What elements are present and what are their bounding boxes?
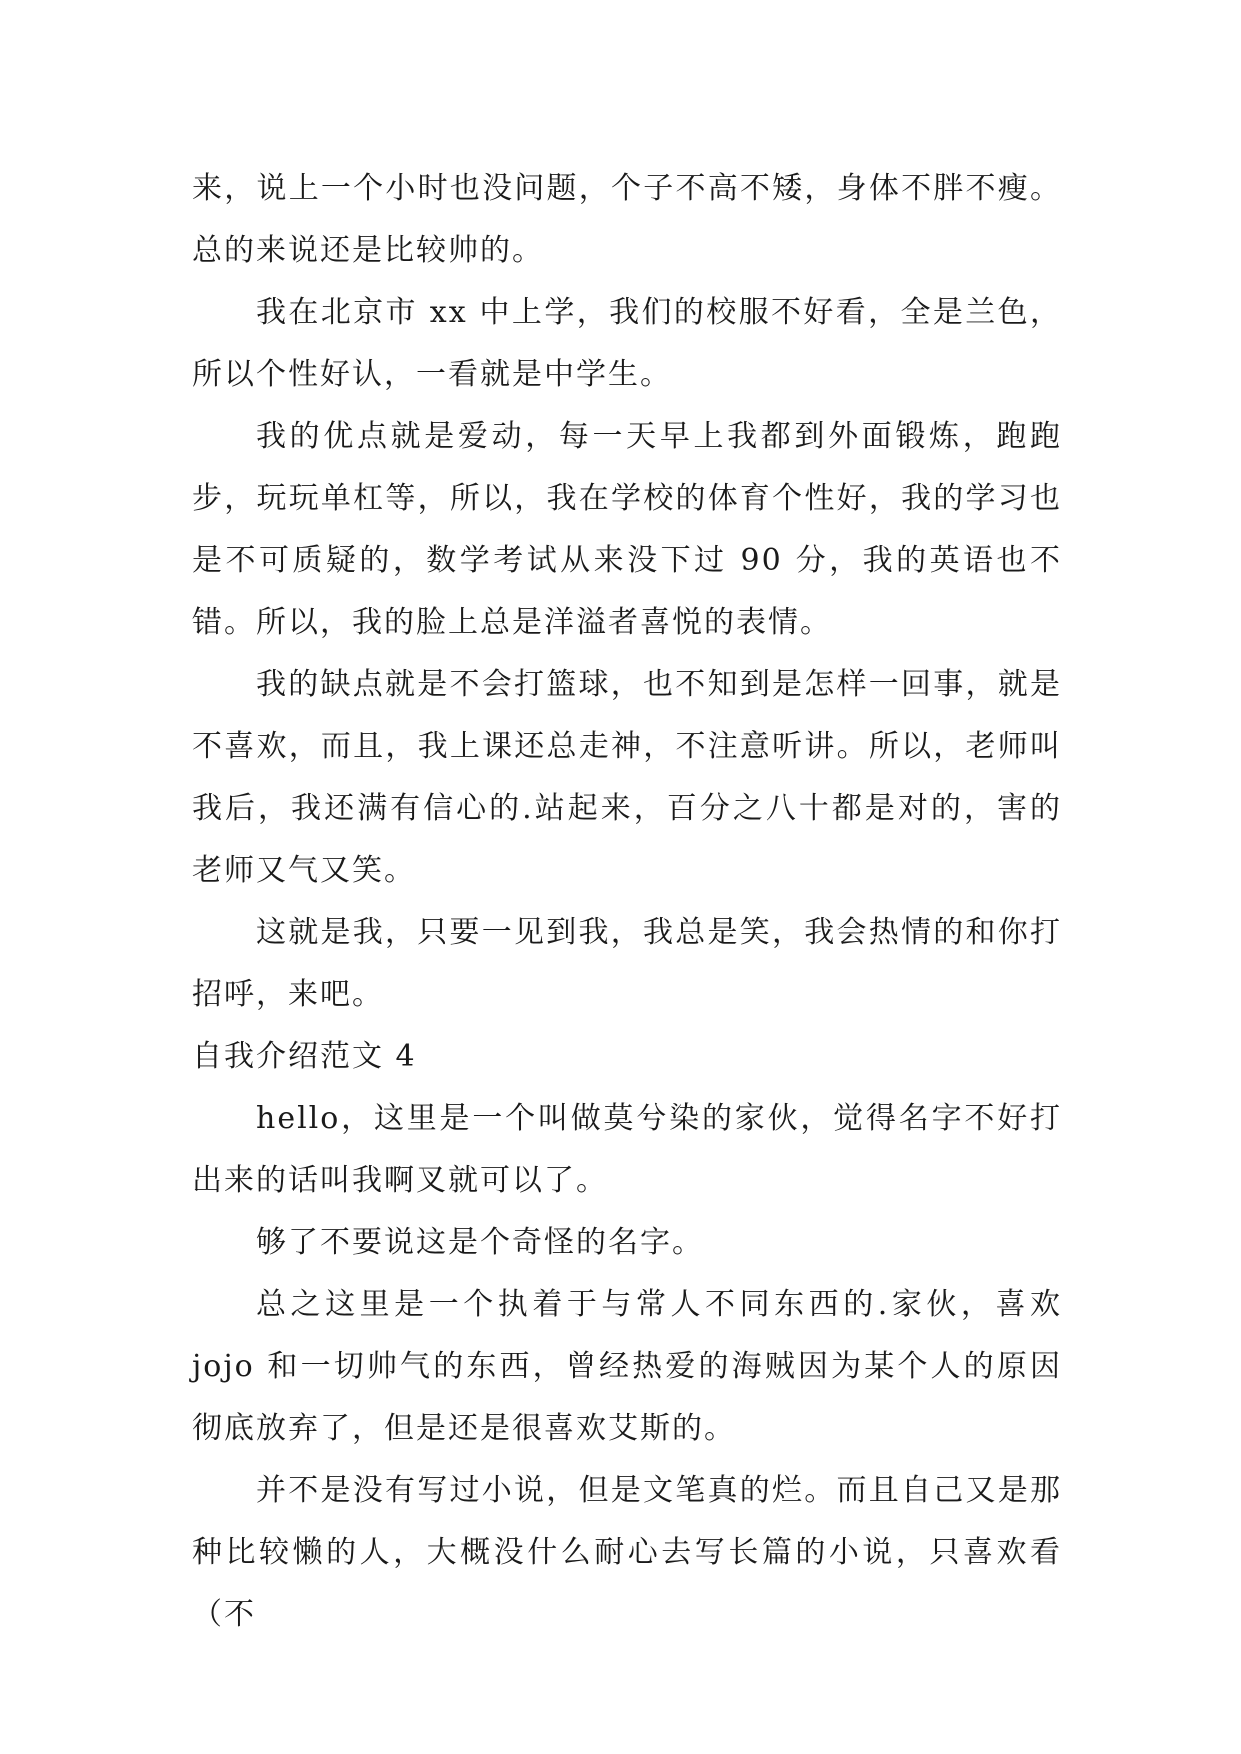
paragraph-hello: hello，这里是一个叫做莫兮染的家伙，觉得名字不好打出来的话叫我啊叉就可以了。: [192, 1101, 1062, 1198]
paragraph-interests: 总之这里是一个执着于与常人不同东西的.家伙，喜欢 jojo 和一切帅气的东西，曾经热爱的海贼因为某个人的原因彻底放弃了，但是还是很喜欢艾斯的。: [192, 1287, 1062, 1446]
paragraph-name-note: 够了不要说这是个奇怪的名字。: [256, 1225, 704, 1260]
document-body: [192, 158, 1062, 1646]
section-title: 自我介绍范文 4: [192, 1039, 417, 1074]
paragraph-closing: 这就是我，只要一见到我，我总是笑，我会热情的和你打招呼，来吧。: [192, 915, 1062, 1012]
paragraph-continuation: 来，说上一个小时也没问题，个子不高不矮，身体不胖不瘦。总的来说还是比较帅的。: [192, 171, 1062, 268]
paragraph-weaknesses: 我的缺点就是不会打篮球，也不知到是怎样一回事，就是不喜欢，而且，我上课还总走神，不注意听讲。所以，老师叫我后，我还满有信心的.站起来，百分之八十都是对的，害的老师又气又笑。: [192, 667, 1062, 888]
paragraph-writing: 并不是没有写过小说，但是文笔真的烂。而且自己又是那种比较懒的人，大概没什么耐心去写长篇的小说，只喜欢看（不: [192, 1473, 1062, 1632]
paragraph-strengths: 我的优点就是爱动，每一天早上我都到外面锻炼，跑跑步，玩玩单杠等，所以，我在学校的体育个性好，我的学习也是不可质疑的，数学考试从来没下过 90 分，我的英语也不错。所以，我的脸上总是洋溢者喜悦的表情。: [192, 419, 1062, 640]
paragraph-school: 我在北京市 xx 中上学，我们的校服不好看，全是兰色，所以个性好认，一看就是中学生。: [192, 295, 1062, 392]
